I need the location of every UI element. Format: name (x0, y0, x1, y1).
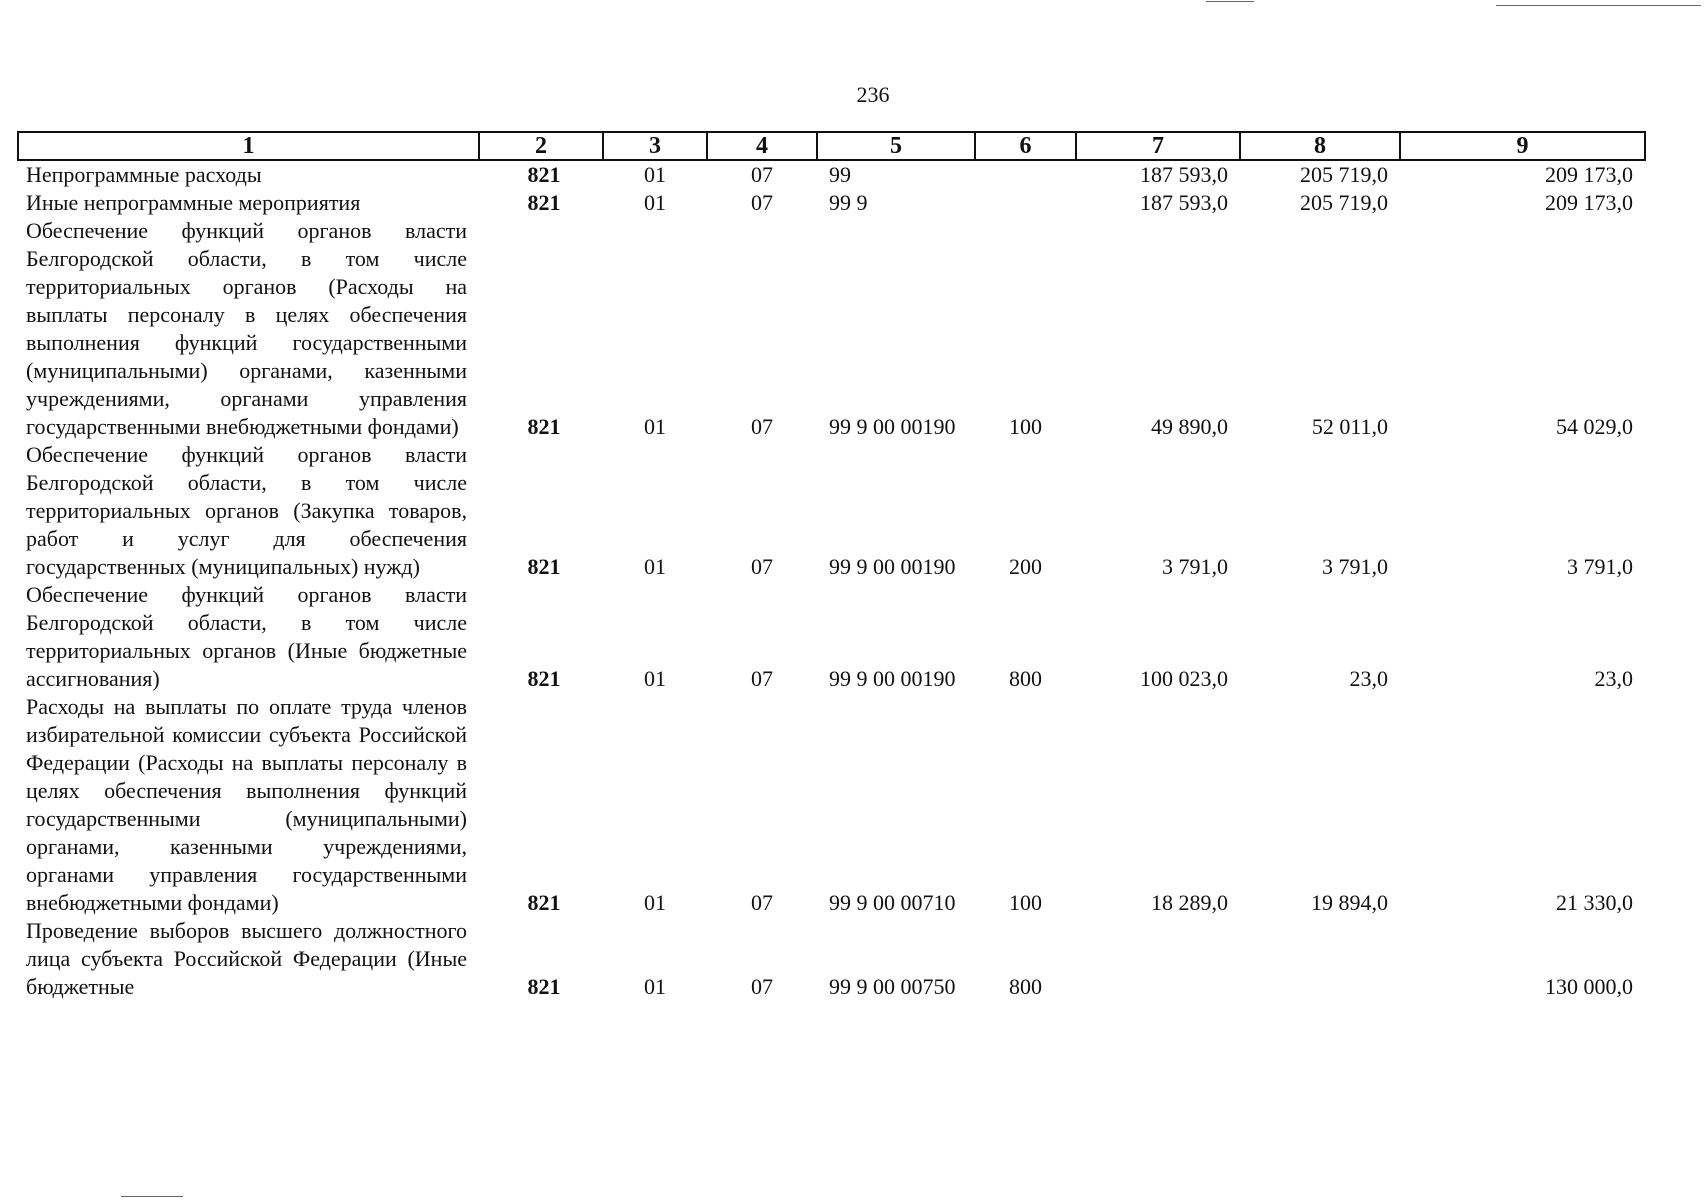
scan-artifact-line (1206, 1, 1254, 2)
row-name: Расходы на выплаты по оплате труда членов избирательной комиссии субъекта Российской Федерации (Расходы на выплаты персоналу в целях обеспечения выполнения функций государственными (муниципальными) органами, казенными учреждениями, органами управления государственными внебюджетными фондами) (26, 694, 467, 915)
subsection-code: 07 (751, 666, 773, 691)
expense-type-code (975, 189, 1076, 217)
amount-col8: 23,0 (1349, 666, 1388, 691)
row-name: Иные непрограммные мероприятия (26, 190, 361, 215)
row-name: Обеспечение функций органов власти Белгородской области, в том числе территориальных органов (Расходы на выплаты персоналу в целях обеспечения выполнения функций государственными (муниципальными) органами, казенными учреждениями, органами управления государственными внебюджетными фондами) (26, 218, 467, 439)
header-cell: 4 (707, 132, 817, 160)
amount-col7 (1076, 917, 1240, 1001)
amount-col9: 23,0 (1594, 666, 1633, 691)
subsection-code: 07 (751, 974, 773, 999)
subsection-code: 07 (751, 414, 773, 439)
header-cell: 3 (603, 132, 707, 160)
grbs-code: 821 (527, 974, 561, 999)
table-header (18, 132, 1645, 160)
header-row (18, 132, 1645, 160)
expense-type-code: 200 (1009, 554, 1042, 579)
header-cell: 7 (1076, 132, 1240, 160)
header-cell: 1 (18, 132, 479, 160)
amount-col8: 19 894,0 (1311, 890, 1388, 915)
target-article-code: 99 9 00 00190 (829, 414, 956, 439)
grbs-code: 821 (527, 414, 561, 439)
section-code: 01 (644, 162, 666, 187)
header-cell: 5 (817, 132, 975, 160)
section-code: 01 (644, 554, 666, 579)
grbs-code: 821 (527, 162, 561, 187)
row-name: Проведение выборов высшего должностного лица субъекта Российской Федерации (Иные бюджетные (26, 918, 467, 999)
amount-col7: 187 593,0 (1140, 162, 1228, 187)
expense-type-code: 800 (1009, 666, 1042, 691)
target-article-code: 99 9 00 00190 (829, 666, 956, 691)
target-article-code: 99 9 00 00750 (829, 974, 956, 999)
row-name: Обеспечение функций органов власти Белгородской области, в том числе территориальных органов (Закупка товаров, работ и услуг для обеспечения государственных (муниципальных) нужд) (26, 442, 467, 579)
grbs-code: 821 (527, 554, 561, 579)
grbs-code: 821 (527, 190, 561, 215)
target-article-code: 99 9 (829, 190, 868, 215)
table-row (18, 189, 1645, 217)
expense-type-code: 800 (1009, 974, 1042, 999)
amount-col8 (1240, 917, 1400, 1001)
subsection-code: 07 (751, 554, 773, 579)
amount-col7: 49 890,0 (1151, 414, 1228, 439)
amount-col7: 100 023,0 (1140, 666, 1228, 691)
table-row (18, 217, 1645, 441)
budget-table (17, 131, 1646, 1001)
header-cell: 2 (479, 132, 603, 160)
amount-col9: 21 330,0 (1556, 890, 1633, 915)
section-code: 01 (644, 666, 666, 691)
target-article-code: 99 (829, 162, 851, 187)
section-code: 01 (644, 190, 666, 215)
row-name: Обеспечение функций органов власти Белгородской области, в том числе территориальных органов (Иные бюджетные ассигнования) (26, 582, 467, 691)
amount-col7: 3 791,0 (1162, 554, 1228, 579)
amount-col7: 18 289,0 (1151, 890, 1228, 915)
header-cell: 9 (1400, 132, 1645, 160)
amount-col8: 205 719,0 (1300, 190, 1388, 215)
amount-col9: 3 791,0 (1567, 554, 1633, 579)
scan-artifact-line (1496, 5, 1701, 6)
grbs-code: 821 (527, 890, 561, 915)
header-cell: 6 (975, 132, 1076, 160)
table-row (18, 581, 1645, 693)
expense-type-code: 100 (1009, 414, 1042, 439)
section-code: 01 (644, 890, 666, 915)
amount-col8: 205 719,0 (1300, 162, 1388, 187)
subsection-code: 07 (751, 190, 773, 215)
amount-col7: 187 593,0 (1140, 190, 1228, 215)
target-article-code: 99 9 00 00710 (829, 890, 956, 915)
table-row (18, 160, 1645, 189)
section-code: 01 (644, 974, 666, 999)
page-number: 236 (856, 82, 890, 107)
amount-col9: 130 000,0 (1545, 974, 1633, 999)
scan-artifact-line (121, 1196, 183, 1197)
grbs-code: 821 (527, 666, 561, 691)
amount-col9: 54 029,0 (1556, 414, 1633, 439)
header-cell: 8 (1240, 132, 1400, 160)
amount-col9: 209 173,0 (1545, 162, 1633, 187)
target-article-code: 99 9 00 00190 (829, 554, 956, 579)
expense-type-code (975, 160, 1076, 189)
subsection-code: 07 (751, 890, 773, 915)
amount-col9: 209 173,0 (1545, 190, 1633, 215)
expense-type-code: 100 (1009, 890, 1042, 915)
row-name: Непрограммные расходы (26, 162, 262, 187)
amount-col8: 3 791,0 (1322, 554, 1388, 579)
table-row (18, 441, 1645, 581)
table-row (18, 917, 1645, 1001)
table-row (18, 693, 1645, 917)
table-body (18, 160, 1645, 1001)
amount-col8: 52 011,0 (1311, 414, 1388, 439)
subsection-code: 07 (751, 162, 773, 187)
section-code: 01 (644, 414, 666, 439)
